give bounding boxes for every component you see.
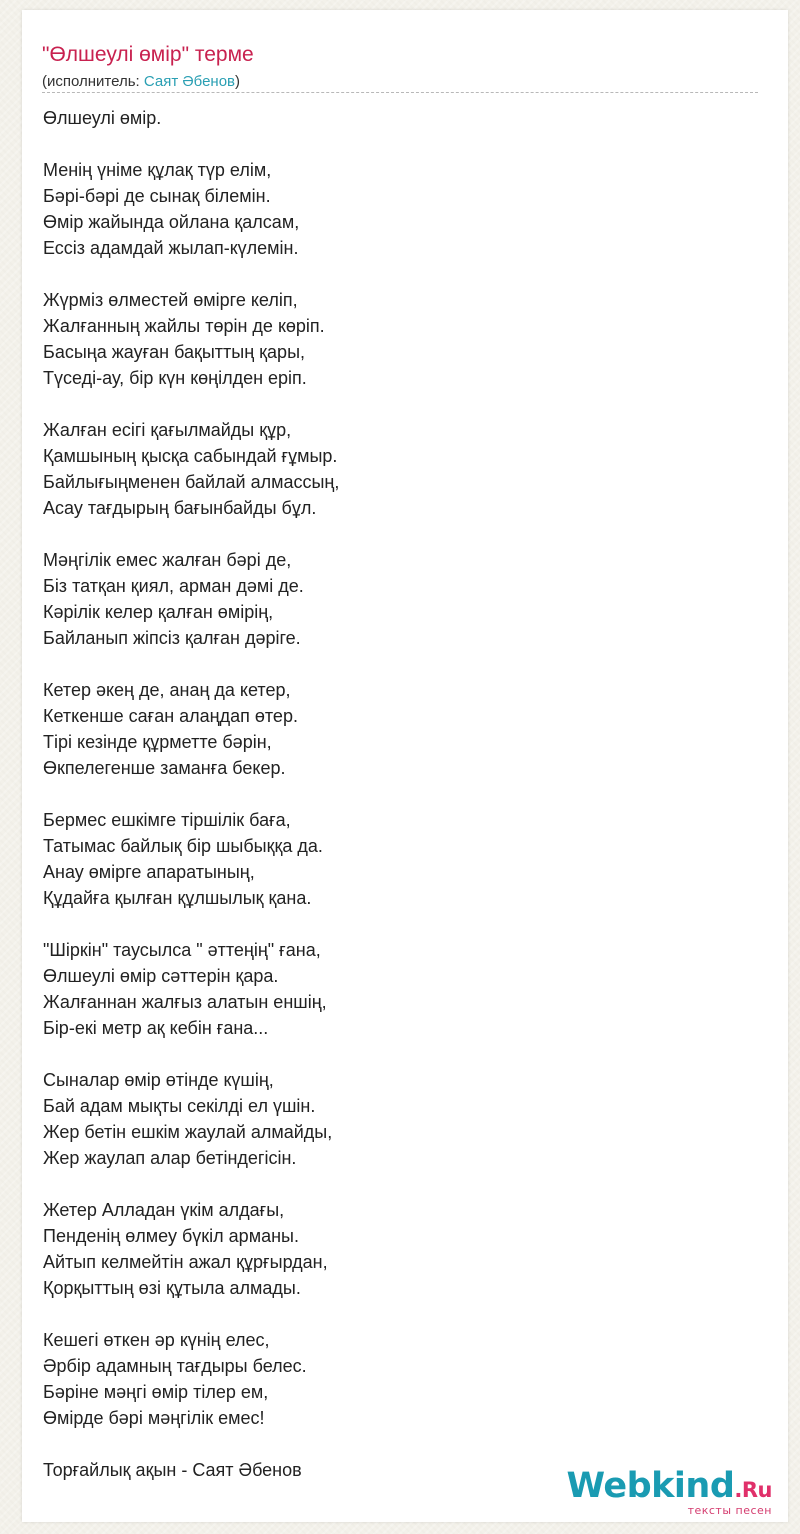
lyrics-stanza bbox=[43, 547, 743, 651]
lyric-line: Бір-екі метр ақ кебін ғана... bbox=[43, 1018, 269, 1038]
lyric-line: Жалғанның жайлы төрін де көріп. bbox=[43, 316, 325, 336]
lyric-line: Қамшының қысқа сабындай ғұмыр. bbox=[43, 446, 338, 466]
lyrics-stanza bbox=[43, 105, 743, 131]
lyric-line: Анау өмірге апаратының, bbox=[43, 862, 255, 882]
logo-tagline: тексты песен bbox=[687, 1504, 772, 1517]
lyrics-body bbox=[43, 105, 743, 1509]
lyric-line: Сыналар өмір өтінде күшің, bbox=[43, 1070, 274, 1090]
lyric-line: Бай адам мықты секілді ел үшін. bbox=[43, 1096, 316, 1116]
lyric-line: Бәрі-бәрі де сынақ білемін. bbox=[43, 186, 271, 206]
lyric-line: Бермес ешкімге тіршілік баға, bbox=[43, 810, 291, 830]
lyric-line: Өмірде бәрі мәңгілік емес! bbox=[43, 1408, 265, 1428]
lyric-line: Әрбір адамның тағдыры белес. bbox=[43, 1356, 307, 1376]
lyric-line: Өлшеулі өмір сәттерін қара. bbox=[43, 966, 279, 986]
lyrics-stanza bbox=[43, 287, 743, 391]
lyric-line: Пенденің өлмеу бүкіл арманы. bbox=[43, 1226, 299, 1246]
artist-line bbox=[42, 73, 240, 90]
lyric-line: Асау тағдырың бағынбайды бұл. bbox=[43, 498, 317, 518]
lyric-line: Жетер Алладан үкім алдағы, bbox=[43, 1200, 285, 1220]
lyric-line: Өлшеулі өмір. bbox=[43, 108, 162, 128]
lyric-line: Жер жаулап алар бетіндегісін. bbox=[43, 1148, 297, 1168]
lyric-line: Байланып жіпсіз қалған дәріге. bbox=[43, 628, 301, 648]
artist-suffix: ) bbox=[235, 73, 241, 90]
lyrics-stanza bbox=[43, 157, 743, 261]
song-title: "Өлшеулі өмір" терме bbox=[42, 43, 254, 66]
lyrics-stanza bbox=[43, 417, 743, 521]
lyric-line: Бәріне мәңгі өмір тілер ем, bbox=[43, 1382, 269, 1402]
lyric-line: Татымас байлық бір шыбыққа да. bbox=[43, 836, 323, 856]
lyrics-stanza bbox=[43, 807, 743, 911]
lyric-line: Мәңгілік емес жалған бәрі де, bbox=[43, 550, 292, 570]
lyric-line: Жер бетін ешкім жаулай алмайды, bbox=[43, 1122, 333, 1142]
lyric-line: Жалған есігі қағылмайды құр, bbox=[43, 420, 292, 440]
lyrics-stanza bbox=[43, 1197, 743, 1301]
lyrics-stanza bbox=[43, 1067, 743, 1171]
logo-tld: .Ru bbox=[734, 1478, 772, 1502]
lyrics-stanza bbox=[43, 677, 743, 781]
lyric-line: Кешегі өткен әр күнің елес, bbox=[43, 1330, 270, 1350]
lyric-line: Түседі-ау, бір күн көңілден еріп. bbox=[43, 368, 307, 388]
lyric-line: Басыңа жауған бақыттың қары, bbox=[43, 342, 306, 362]
lyric-line: Жүрміз өлместей өмірге келіп, bbox=[43, 290, 298, 310]
lyric-line: Кеткенше саған алаңдап өтер. bbox=[43, 706, 298, 726]
lyric-line: Тірі кезінде құрметте бәрін, bbox=[43, 732, 272, 752]
lyric-line: Айтып келмейтін ажал құрғырдан, bbox=[43, 1252, 328, 1272]
lyric-line: Кәрілік келер қалған өмірің, bbox=[43, 602, 274, 622]
lyric-line: Қорқыттың өзі құтыла алмады. bbox=[43, 1278, 301, 1298]
lyric-line: Кетер әкең де, анаң да кетер, bbox=[43, 680, 291, 700]
lyric-line: Құдайға қылған құлшылық қана. bbox=[43, 888, 312, 908]
lyrics-stanza bbox=[43, 937, 743, 1041]
lyric-line: Өкпелегенше заманға бекер. bbox=[43, 758, 286, 778]
artist-prefix: (исполнитель: bbox=[42, 73, 144, 90]
lyrics-stanza bbox=[43, 1327, 743, 1431]
lyric-line: Өмір жайында ойлана қалсам, bbox=[43, 212, 300, 232]
lyric-line: "Шіркін" таусылса " әттеңің" ғана, bbox=[43, 940, 321, 960]
lyric-line: Менің үніме құлақ түр елім, bbox=[43, 160, 272, 180]
lyric-line: Ессіз адамдай жылап-күлемін. bbox=[43, 238, 299, 258]
lyric-line: Байлығыңменен байлай алмассың, bbox=[43, 472, 340, 492]
lyric-line: Жалғаннан жалғыз алатын еншің, bbox=[43, 992, 327, 1012]
lyric-line: Торғайлық ақын - Саят Әбенов bbox=[43, 1460, 302, 1480]
logo-main-text: Webkind bbox=[566, 1466, 735, 1506]
lyric-line: Біз татқан қиял, арман дәмі де. bbox=[43, 576, 304, 596]
site-logo[interactable] bbox=[566, 1466, 772, 1517]
title-divider bbox=[42, 92, 758, 93]
artist-link[interactable]: Саят Әбенов bbox=[143, 73, 236, 90]
